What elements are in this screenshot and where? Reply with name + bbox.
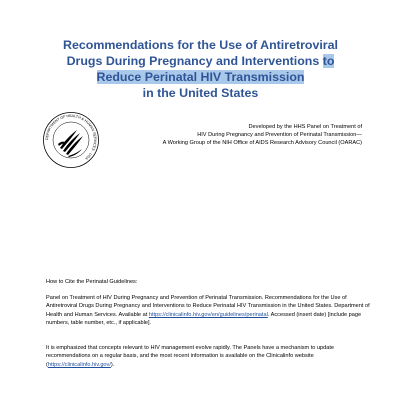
developed-by-line-3: A Working Group of the NIH Office of AIDS Research Advisory Council (OARAC) — [162, 140, 362, 146]
perinatal-guidelines-link[interactable]: https://clinicalinfo.hiv.gov/en/guidelines/perinatal — [148, 311, 268, 318]
clinicalinfo-link[interactable]: https://clinicalinfo.hiv.gov/ — [47, 361, 111, 368]
citation-text-end: . Accessed (insert date) [include page numbers, table number, etc., if applicable]. — [46, 311, 362, 327]
developed-by-line-1: Developed by the HHS Panel on Treatment of — [248, 124, 362, 130]
emphasis-text: It is emphasized that concepts relevant to HIV management evolve rapidly. The Panels have a mechanism to update recommendations on a regular basis, and the most recent information is available on the Clinicalinfo website ( — [46, 345, 335, 368]
citation-text: Panel on Treatment of HIV During Pregnancy and Prevention of Perinatal Transmission. Recommendations for the Use of Antiretroviral Drugs During Pregnancy and Interventions to Reduce Perinatal HIV Transmission in the United States. Department of Health and Human Services. Available at — [46, 295, 370, 318]
hhs-seal-graphic — [42, 111, 100, 169]
cite-heading: How to Cite the Perinatal Guidelines: — [46, 279, 138, 285]
title-line-2 — [0, 53, 401, 69]
seal-ring-text: DEPARTMENT OF HEALTH & HUMAN SERVICES · USA — [44, 113, 98, 161]
title-line-2-text: Drugs During Pregnancy and Interventions — [66, 54, 323, 68]
developed-by-line-2: HIV During Pregnancy and Prevention of Perinatal Transmission— — [197, 132, 362, 138]
title-line-3 — [0, 69, 401, 85]
citation-paragraph — [46, 294, 371, 328]
emphasis-paragraph — [46, 344, 371, 369]
developed-by-block — [100, 123, 362, 147]
title-selected-text-continued[interactable]: Reduce Perinatal HIV Transmission — [96, 70, 305, 84]
document-title — [0, 37, 401, 101]
title-line-4: in the United States — [142, 86, 259, 100]
emphasis-text-end: ). — [110, 361, 115, 368]
title-selected-text[interactable]: to — [322, 54, 335, 68]
hhs-seal-icon — [42, 111, 100, 169]
title-line-1: Recommendations for the Use of Antiretroviral — [63, 38, 338, 52]
